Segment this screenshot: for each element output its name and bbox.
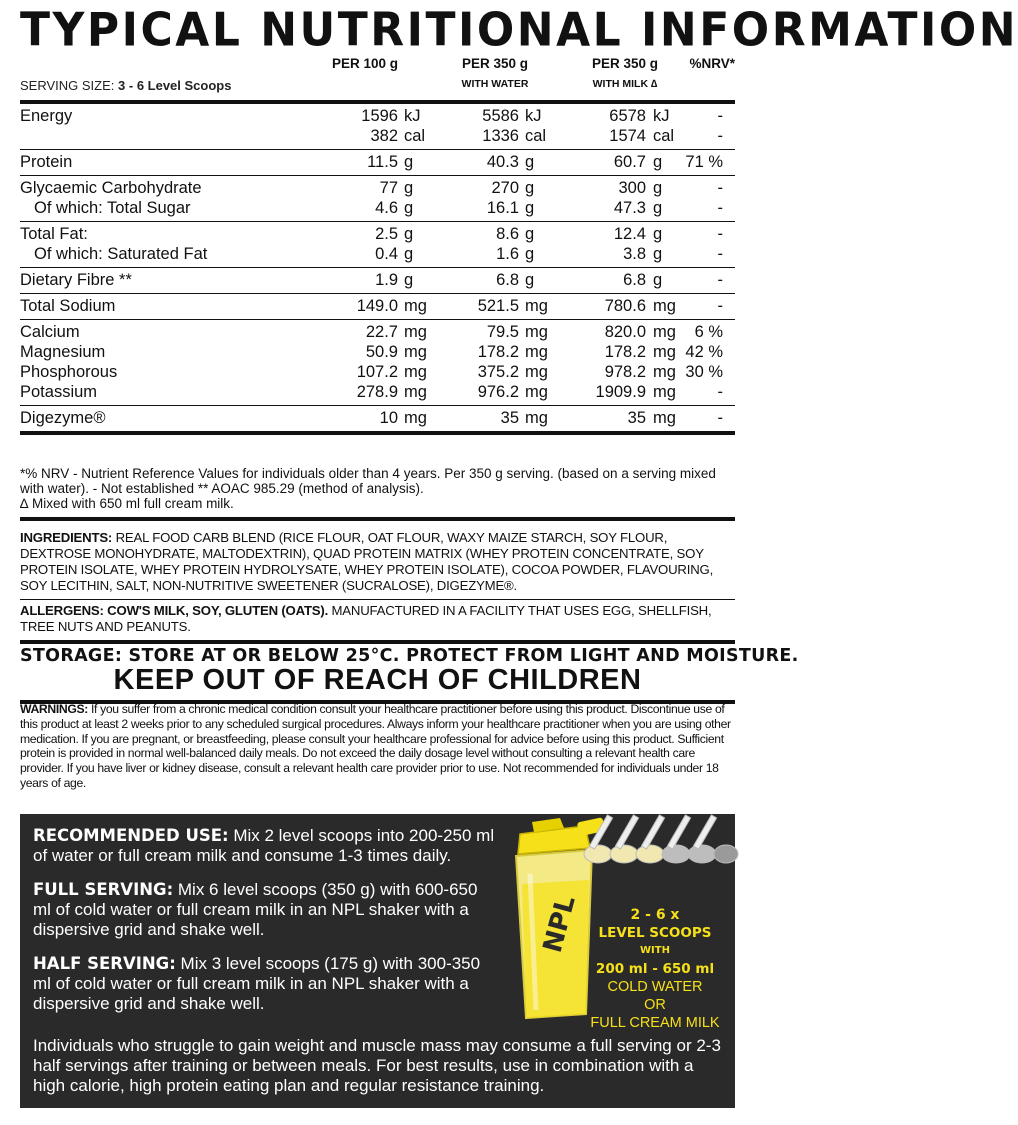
unit-per-100g: g bbox=[404, 225, 414, 243]
value-with-water: 8.6 bbox=[496, 225, 519, 243]
value-with-water: 6.8 bbox=[496, 271, 519, 289]
allergens-text: MANUFACTURED IN A FACILITY THAT USES EGG, SHELLFISH, TREE NUTS AND PEANUTS. bbox=[20, 603, 712, 634]
nutrient-name: Calcium bbox=[20, 323, 80, 341]
value-with-water: 5586 bbox=[482, 107, 519, 125]
nutrient-group bbox=[20, 320, 735, 406]
recommended-use: RECOMMENDED USE: Mix 2 level scoops into 200-250 ml of water or full cream milk and consume 1-3 times daily. bbox=[33, 826, 495, 865]
value-nrv: 6 % bbox=[694, 323, 723, 341]
unit-per-100g: cal bbox=[404, 127, 426, 145]
ingredients-label: INGREDIENTS: bbox=[20, 530, 113, 545]
value-nrv: 42 % bbox=[685, 343, 723, 361]
mixing-instructions: 2 - 6 x LEVEL SCOOPS WITH 200 ml - 650 ml COLD WATER OR FULL CREAM MILK bbox=[590, 907, 720, 1031]
value-nrv: 71 % bbox=[685, 153, 723, 171]
column-per-100g: PER 100 g bbox=[331, 56, 399, 71]
table-row bbox=[20, 178, 735, 198]
unit-with-water: mg bbox=[525, 343, 548, 361]
column-per-350g-water: PER 350 g WITH WATER bbox=[461, 56, 529, 90]
unit-with-water: g bbox=[525, 271, 535, 289]
table-row bbox=[20, 382, 735, 402]
serving-size bbox=[20, 78, 231, 93]
table-row bbox=[20, 244, 735, 264]
nutrient-name: Energy bbox=[20, 107, 73, 125]
nutrient-group bbox=[20, 176, 735, 222]
unit-per-100g: g bbox=[404, 179, 414, 197]
unit-with-water: mg bbox=[525, 383, 548, 401]
column-nrv: %NRV* bbox=[689, 56, 735, 71]
unit-with-milk: mg bbox=[653, 409, 676, 427]
unit-per-100g: mg bbox=[404, 363, 427, 381]
nutrient-group bbox=[20, 268, 735, 294]
table-row bbox=[20, 106, 735, 126]
table-body bbox=[20, 104, 735, 435]
table-row bbox=[20, 408, 735, 428]
value-with-milk: 300 bbox=[618, 179, 646, 197]
half-serving: HALF SERVING: Mix 3 level scoops (175 g) with 300-350 ml of cold water or full cream milk in an NPL shaker with a dispersive grid and shake well. bbox=[33, 954, 481, 1013]
column-per-350g-milk: PER 350 g WITH MILK ∆ bbox=[591, 56, 659, 90]
nutrient-group bbox=[20, 104, 735, 150]
unit-with-milk: g bbox=[653, 225, 663, 243]
unit-per-100g: g bbox=[404, 153, 414, 171]
value-nrv: - bbox=[717, 127, 723, 145]
unit-per-100g: mg bbox=[404, 383, 427, 401]
value-nrv: - bbox=[717, 199, 723, 217]
nutrient-name: Total Fat: bbox=[20, 225, 88, 243]
unit-with-water: g bbox=[525, 199, 535, 217]
value-per-100g: 1596 bbox=[361, 107, 398, 125]
value-with-milk: 178.2 bbox=[604, 343, 646, 361]
unit-with-milk: mg bbox=[653, 343, 676, 361]
warnings-label: WARNINGS: bbox=[20, 702, 88, 716]
ingredients-text: REAL FOOD CARB BLEND (RICE FLOUR, OAT FLOUR, WAXY MAIZE STARCH, SOY FLOUR, DEXTROSE MONOHYDRATE, MALTODEXTRIN), QUAD PROTEIN MATRIX (WHEY PROTEIN CONCENTRATE, SOY PROTEIN ISOLATE, WHEY PROTEIN HYDROLYSATE, WHEY PROTEIN ISOLATE), COCOA POWDER, FLAVOURING, SOY LECITHIN, SALT, NON-NUTRITIVE SWEETENER (SUCRALOSE), DIGEZYME®. bbox=[20, 530, 714, 593]
unit-with-water: kJ bbox=[525, 107, 542, 125]
table-row bbox=[20, 152, 735, 172]
nutrient-group bbox=[20, 222, 735, 268]
nutrient-name: Digezyme® bbox=[20, 409, 106, 427]
unit-with-milk: g bbox=[653, 245, 663, 263]
value-per-100g: 278.9 bbox=[356, 383, 398, 401]
nutrition-table bbox=[20, 56, 735, 435]
warnings-text: If you suffer from a chronic medical condition consult your healthcare practitioner before using this product. Discontinue use of this product at least 2 weeks prior to any scheduled surgical procedures. Always inform your healthcare practitioner when you are using other medication. If you are pregnant, or breastfeeding, please consult your healthcare professional for advice before using this product. Sufficient protein is provided in normal well-balanced daily meals. Do not exceed the daily dosage level without consulting a relevant health care provider. If you have liver or kidney disease, consult a relevant health care provider prior to use. Not recommended for individuals under 18 years of age. bbox=[20, 702, 731, 790]
unit-with-milk: g bbox=[653, 179, 663, 197]
unit-with-milk: mg bbox=[653, 383, 676, 401]
nutrient-name: Glycaemic Carbohydrate bbox=[20, 179, 202, 197]
serving-size-value: 3 - 6 Level Scoops bbox=[118, 78, 232, 93]
nutrient-name: Dietary Fibre ** bbox=[20, 271, 132, 289]
value-nrv: 30 % bbox=[685, 363, 723, 381]
value-per-100g: 1.9 bbox=[375, 271, 398, 289]
value-with-water: 976.2 bbox=[477, 383, 519, 401]
value-with-water: 1.6 bbox=[496, 245, 519, 263]
table-row bbox=[20, 224, 735, 244]
value-per-100g: 107.2 bbox=[356, 363, 398, 381]
nutrient-name: Of which: Saturated Fat bbox=[34, 245, 208, 263]
unit-per-100g: g bbox=[404, 199, 414, 217]
unit-per-100g: g bbox=[404, 245, 414, 263]
value-nrv: - bbox=[717, 383, 723, 401]
nutrient-name: Magnesium bbox=[20, 343, 106, 361]
unit-with-water: cal bbox=[525, 127, 547, 145]
value-with-milk: 6578 bbox=[609, 107, 646, 125]
full-serving: FULL SERVING: Mix 6 level scoops (350 g) with 600-650 ml of cold water or full cream milk in an NPL shaker with a dispersive grid and shake well. bbox=[33, 880, 478, 939]
value-nrv: - bbox=[717, 225, 723, 243]
nutrient-group bbox=[20, 150, 735, 176]
unit-with-milk: kJ bbox=[653, 107, 670, 125]
value-nrv: - bbox=[717, 271, 723, 289]
half-serving-label: HALF SERVING: bbox=[33, 954, 176, 973]
value-per-100g: 11.5 bbox=[367, 153, 398, 171]
value-with-water: 35 bbox=[500, 409, 519, 427]
value-with-water: 178.2 bbox=[477, 343, 519, 361]
nutrient-group bbox=[20, 406, 735, 435]
page-title: TYPICAL NUTRITIONAL INFORMATION bbox=[20, 3, 1018, 58]
nutrient-name: Of which: Total Sugar bbox=[34, 199, 191, 217]
value-with-milk: 3.8 bbox=[623, 245, 646, 263]
value-per-100g: 77 bbox=[379, 179, 398, 197]
value-per-100g: 10 bbox=[379, 409, 398, 427]
nutrient-name: Potassium bbox=[20, 383, 98, 401]
unit-with-water: g bbox=[525, 245, 535, 263]
value-nrv: - bbox=[717, 409, 723, 427]
unit-with-water: g bbox=[525, 225, 535, 243]
value-with-water: 40.3 bbox=[486, 153, 519, 171]
unit-with-milk: g bbox=[653, 199, 663, 217]
table-row bbox=[20, 296, 735, 316]
ingredients bbox=[20, 530, 735, 600]
allergens-label: ALLERGENS: COW'S MILK, SOY, GLUTEN (OATS). bbox=[20, 603, 329, 618]
value-per-100g: 382 bbox=[370, 127, 398, 145]
value-with-milk: 35 bbox=[627, 409, 646, 427]
value-with-milk: 12.4 bbox=[613, 225, 646, 243]
unit-with-milk: mg bbox=[653, 363, 676, 381]
nutrient-name: Protein bbox=[20, 153, 73, 171]
allergens bbox=[20, 603, 735, 644]
value-per-100g: 0.4 bbox=[375, 245, 398, 263]
usage-panel bbox=[20, 814, 735, 1108]
unit-with-water: mg bbox=[525, 409, 548, 427]
value-with-milk: 1909.9 bbox=[595, 383, 646, 401]
unit-per-100g: mg bbox=[404, 343, 427, 361]
full-serving-label: FULL SERVING: bbox=[33, 880, 174, 899]
value-nrv: - bbox=[717, 297, 723, 315]
table-header bbox=[20, 56, 735, 104]
serving-size-label: SERVING SIZE: bbox=[20, 78, 115, 93]
nutrient-name: Total Sodium bbox=[20, 297, 116, 315]
warnings bbox=[20, 702, 735, 791]
table-row bbox=[20, 342, 735, 362]
unit-per-100g: g bbox=[404, 271, 414, 289]
unit-with-milk: mg bbox=[653, 297, 676, 315]
value-per-100g: 2.5 bbox=[375, 225, 398, 243]
recommended-use-label: RECOMMENDED USE: bbox=[33, 826, 229, 845]
value-per-100g: 4.6 bbox=[375, 199, 398, 217]
unit-with-milk: g bbox=[653, 153, 663, 171]
unit-with-milk: mg bbox=[653, 323, 676, 341]
table-row bbox=[20, 322, 735, 342]
unit-with-water: mg bbox=[525, 323, 548, 341]
scoops-illustration bbox=[580, 810, 740, 880]
footnote-nrv: *% NRV - Nutrient Reference Values for individuals older than 4 years. Per 350 g serving. (based on a serving mixed with water). - Not established ** AOAC 985.29 (method of analysis). bbox=[20, 466, 716, 496]
unit-per-100g: kJ bbox=[404, 107, 421, 125]
shaker-brand: NPL bbox=[537, 892, 582, 956]
keep-out-warning: KEEP OUT OF REACH OF CHILDREN bbox=[20, 664, 735, 704]
value-nrv: - bbox=[717, 107, 723, 125]
nutrient-name: Phosphorous bbox=[20, 363, 118, 381]
unit-with-milk: g bbox=[653, 271, 663, 289]
storage-instructions: STORAGE: STORE AT OR BELOW 25°C. PROTECT FROM LIGHT AND MOISTURE. bbox=[20, 646, 799, 666]
unit-with-water: g bbox=[525, 179, 535, 197]
value-with-water: 79.5 bbox=[486, 323, 519, 341]
value-with-water: 375.2 bbox=[477, 363, 519, 381]
footnotes bbox=[20, 466, 735, 521]
table-row bbox=[20, 126, 735, 146]
unit-with-water: mg bbox=[525, 363, 548, 381]
unit-per-100g: mg bbox=[404, 323, 427, 341]
value-with-water: 16.1 bbox=[486, 199, 519, 217]
nutrient-group bbox=[20, 294, 735, 320]
unit-with-milk: cal bbox=[653, 127, 675, 145]
value-with-milk: 6.8 bbox=[623, 271, 646, 289]
value-with-milk: 978.2 bbox=[604, 363, 646, 381]
footnote-milk: ∆ Mixed with 650 ml full cream milk. bbox=[20, 496, 234, 511]
unit-per-100g: mg bbox=[404, 409, 427, 427]
value-with-milk: 1574 bbox=[609, 127, 646, 145]
table-row bbox=[20, 362, 735, 382]
unit-with-water: g bbox=[525, 153, 535, 171]
value-per-100g: 149.0 bbox=[356, 297, 398, 315]
value-with-water: 521.5 bbox=[477, 297, 519, 315]
value-with-water: 270 bbox=[491, 179, 519, 197]
value-per-100g: 22.7 bbox=[365, 323, 398, 341]
unit-per-100g: mg bbox=[404, 297, 427, 315]
value-per-100g: 50.9 bbox=[365, 343, 398, 361]
table-row bbox=[20, 270, 735, 290]
value-nrv: - bbox=[717, 245, 723, 263]
value-with-milk: 780.6 bbox=[604, 297, 646, 315]
value-with-milk: 820.0 bbox=[604, 323, 646, 341]
value-with-milk: 60.7 bbox=[613, 153, 646, 171]
table-row bbox=[20, 198, 735, 218]
unit-with-water: mg bbox=[525, 297, 548, 315]
closing-advice: Individuals who struggle to gain weight and muscle mass may consume a full serving or 2-3 half servings after training or between meals. For best results, use in combination with a high calorie, high protein eating plan and regular resistance training. bbox=[33, 1036, 721, 1095]
value-with-milk: 47.3 bbox=[613, 199, 646, 217]
value-nrv: - bbox=[717, 179, 723, 197]
value-with-water: 1336 bbox=[482, 127, 519, 145]
